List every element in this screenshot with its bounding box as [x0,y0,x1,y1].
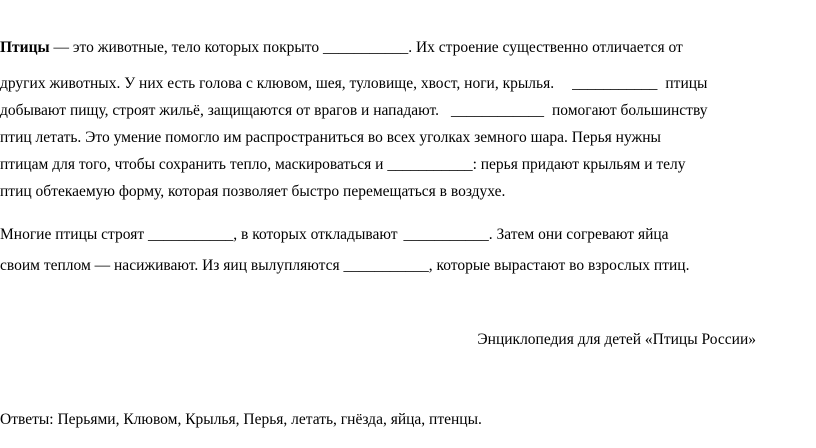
p2-line-1-start: Многие птицы строят ___________, в которых откладывают [0,226,398,243]
p1-line-4-text: птиц летать. Это умение помогло им распространиться во всех уголках земного шара. Перья нужны [0,129,661,146]
p1-title: Птицы [0,39,50,56]
p1-line-3-blank: ____________ [450,102,544,119]
p1-line-1 [0,38,756,58]
p2-line-1 [0,225,756,245]
p1-line-6-text: птиц обтекаемую форму, которая позволяет быстро перемещаться в воздухе. [0,183,506,200]
p1-line-3-text: добывают пищу, строят жильё, защищаются от врагов и нападают. [0,102,439,119]
source-attribution: Энциклопедия для детей «Птицы России» [477,331,756,348]
p1-line-3 [0,101,756,121]
p1-line-2-tail: птицы [665,75,708,92]
p1-line-5-text: птицам для того, чтобы сохранить тепло, маскироваться и ___________: перья придают крыльям и телу [0,156,686,173]
answers-line: Ответы: Перьями, Клювом, Крылья, Перья, летать, гнёзда, яйца, птенцы. [0,411,482,428]
p1-line-5 [0,155,756,175]
p1-line-2 [0,74,756,94]
p1-line-2-blank: ___________ [572,75,658,92]
p1-line-2-text: других животных. У них есть голова с клювом, шея, туловище, хвост, ноги, крылья. [0,75,555,92]
p2-line-1-end: . Затем они согревают яйца [488,226,669,243]
p2-line-1-blank: ___________ [403,226,489,243]
p2-line-2 [0,256,756,276]
p1-line-1-text: — это животные, тело которых покрыто ___________. Их строение существенно отличается от [49,39,683,56]
p1-line-6 [0,182,756,202]
p1-line-3-tail: помогают большинству [551,102,708,119]
p1-line-4 [0,128,756,148]
p2-line-2-text: своим теплом — насиживают. Из яиц вылупляются ___________, которые вырастают во взрослых птиц. [0,257,690,274]
